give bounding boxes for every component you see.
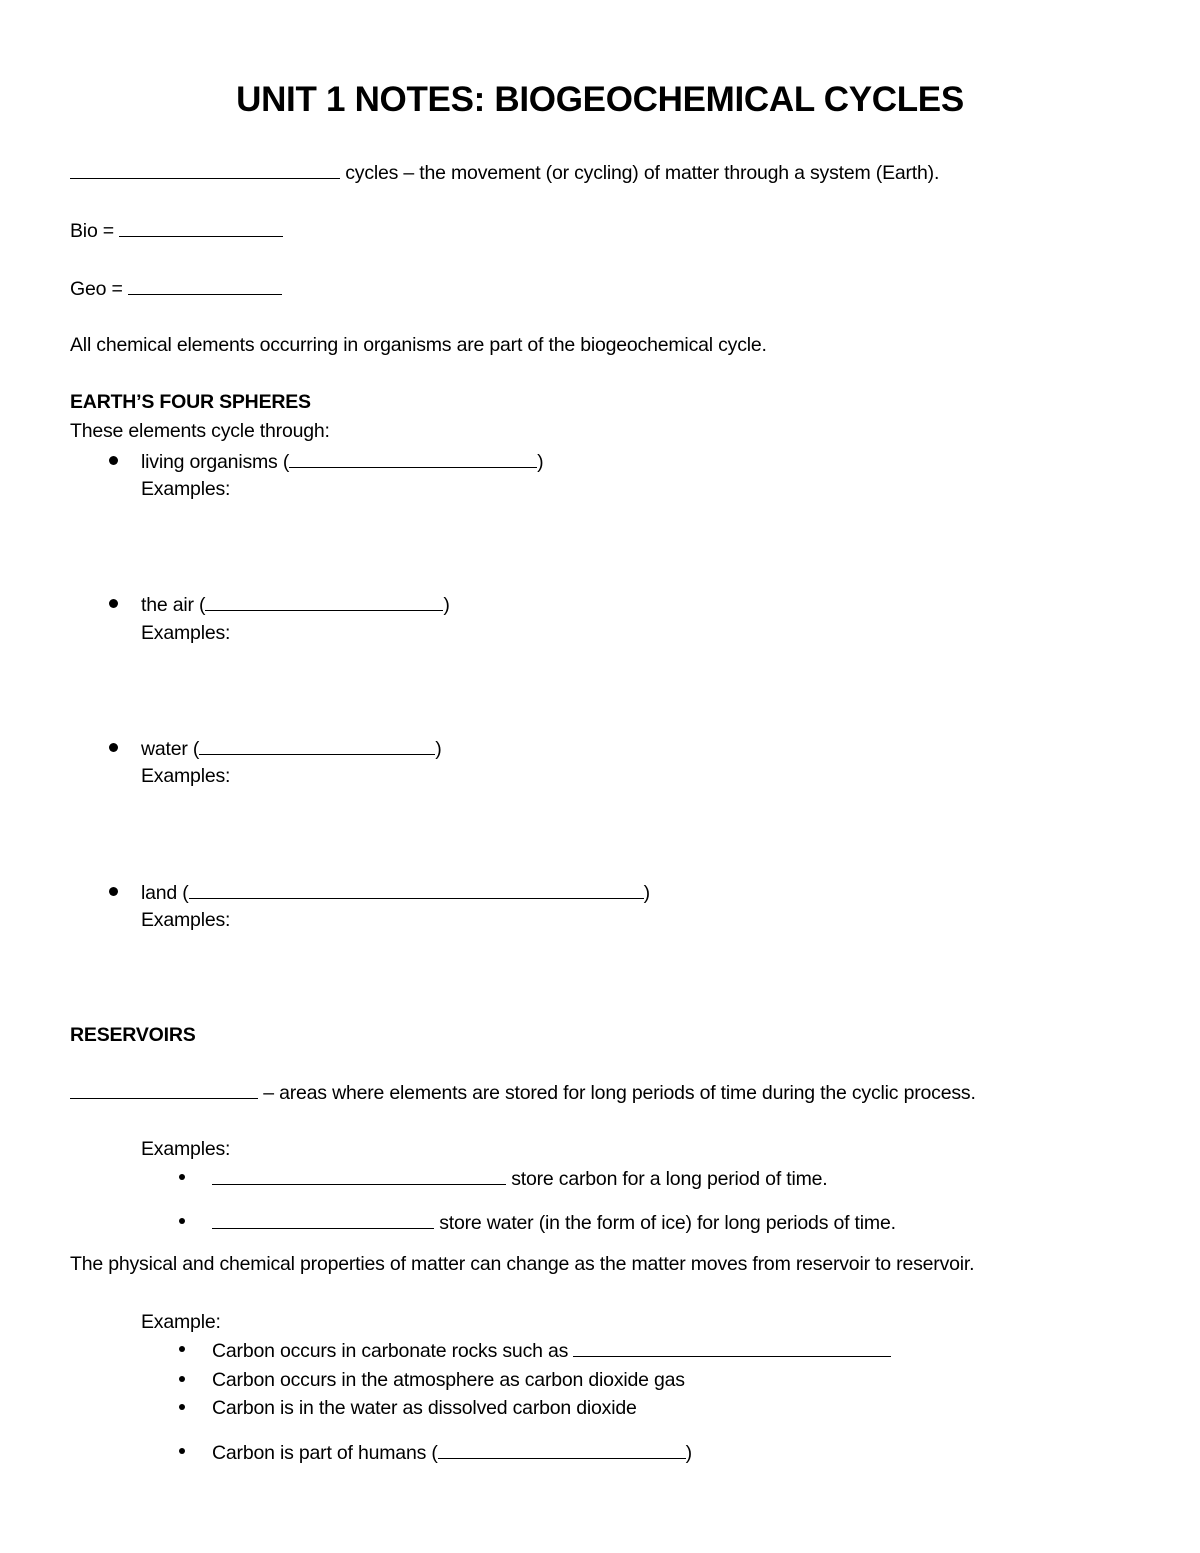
carbon-rocks-item bbox=[212, 1338, 891, 1363]
bullet-icon bbox=[179, 1174, 185, 1180]
bullet-icon bbox=[109, 456, 118, 465]
bullet-icon bbox=[179, 1404, 185, 1410]
sphere-label: living organisms ( bbox=[141, 451, 290, 473]
biogeochemical-statement: All chemical elements occurring in organisms are part of the biogeochemical cycle. bbox=[70, 334, 767, 356]
bullet-icon bbox=[179, 1346, 185, 1352]
reservoirs-blank[interactable] bbox=[70, 1080, 258, 1099]
properties-statement: The physical and chemical properties of matter can change as the matter moves from reservoir to reservoir. bbox=[70, 1253, 975, 1275]
carbon-store-blank[interactable] bbox=[212, 1166, 506, 1185]
example-label: Example: bbox=[141, 1311, 221, 1333]
bullet-icon bbox=[179, 1218, 185, 1224]
spheres-lead: These elements cycle through: bbox=[70, 420, 330, 442]
paren-close: ) bbox=[685, 1442, 692, 1464]
reservoir-example-carbon bbox=[212, 1166, 828, 1191]
carbon-humans-item bbox=[212, 1440, 692, 1465]
sphere-examples-label: Examples: bbox=[141, 909, 231, 931]
bio-label: Bio = bbox=[70, 220, 120, 242]
bio-line bbox=[70, 218, 283, 243]
sphere-item-air bbox=[141, 592, 450, 617]
page-title: UNIT 1 NOTES: BIOGEOCHEMICAL CYCLES bbox=[236, 80, 964, 119]
carbon-item-text: Carbon is part of humans ( bbox=[212, 1442, 438, 1464]
cycles-definition-text: cycles – the movement (or cycling) of matter through a system (Earth). bbox=[340, 162, 940, 184]
sphere-item-water bbox=[141, 736, 442, 761]
geo-blank[interactable] bbox=[128, 276, 282, 295]
sphere-item-land bbox=[141, 880, 650, 905]
carbon-humans-blank[interactable] bbox=[438, 1440, 686, 1459]
reservoirs-heading: RESERVOIRS bbox=[70, 1024, 196, 1046]
bio-blank[interactable] bbox=[119, 218, 283, 237]
reservoir-examples-label: Examples: bbox=[141, 1138, 231, 1160]
carbonate-rock-blank[interactable] bbox=[573, 1338, 891, 1357]
bullet-icon bbox=[179, 1448, 185, 1454]
hydrosphere-blank[interactable] bbox=[199, 736, 435, 755]
atmosphere-blank[interactable] bbox=[205, 592, 443, 611]
bullet-icon bbox=[109, 599, 118, 608]
paren-close: ) bbox=[435, 738, 442, 760]
sphere-label: the air ( bbox=[141, 594, 206, 616]
sphere-label: land ( bbox=[141, 882, 189, 904]
geo-line bbox=[70, 276, 282, 301]
bullet-icon bbox=[109, 887, 118, 896]
sphere-label: water ( bbox=[141, 738, 200, 760]
carbon-atmosphere-item: Carbon occurs in the atmosphere as carbon dioxide gas bbox=[212, 1369, 685, 1391]
carbon-water-item: Carbon is in the water as dissolved carbon dioxide bbox=[212, 1397, 637, 1419]
cycles-definition-line bbox=[70, 160, 939, 185]
bullet-icon bbox=[179, 1376, 185, 1382]
lithosphere-blank[interactable] bbox=[189, 880, 644, 899]
reservoir-example-text: store carbon for a long period of time. bbox=[506, 1168, 828, 1190]
spheres-heading: EARTH’S FOUR SPHERES bbox=[70, 391, 311, 413]
sphere-item-living bbox=[141, 449, 543, 474]
geo-label: Geo = bbox=[70, 278, 128, 300]
reservoir-example-water bbox=[212, 1210, 896, 1235]
paren-close: ) bbox=[643, 882, 650, 904]
sphere-examples-label: Examples: bbox=[141, 622, 231, 644]
cycles-blank[interactable] bbox=[70, 160, 340, 179]
reservoir-definition-line bbox=[70, 1080, 976, 1105]
carbon-item-text: Carbon occurs in carbonate rocks such as bbox=[212, 1340, 574, 1362]
reservoir-example-text: store water (in the form of ice) for long periods of time. bbox=[434, 1212, 896, 1234]
reservoir-definition-text: – areas where elements are stored for long periods of time during the cyclic process. bbox=[258, 1082, 976, 1104]
water-store-blank[interactable] bbox=[212, 1210, 434, 1229]
paren-close: ) bbox=[537, 451, 544, 473]
biosphere-blank[interactable] bbox=[289, 449, 537, 468]
paren-close: ) bbox=[443, 594, 450, 616]
sphere-examples-label: Examples: bbox=[141, 765, 231, 787]
bullet-icon bbox=[109, 743, 118, 752]
sphere-examples-label: Examples: bbox=[141, 478, 231, 500]
